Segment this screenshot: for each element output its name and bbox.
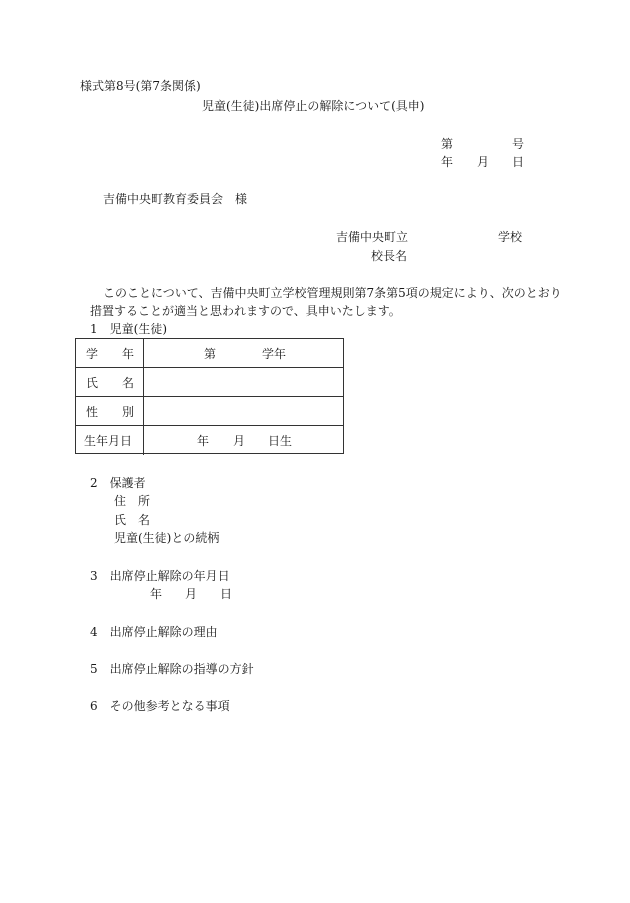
birthdate-label: 生年月日 [84,434,133,448]
doc-number-dai: 第 [441,137,454,151]
section-6-heading: 6 その他参考となる事項 [90,699,230,713]
release-day: 日 [220,587,233,601]
release-year: 年 [150,587,163,601]
guardian-relationship-label: 児童(生徒)との続柄 [114,531,220,545]
doc-number-go: 号 [512,137,525,151]
document-title: 児童(生徒)出席停止の解除について(具申) [202,99,425,113]
school-prefix: 吉備中央町立 [336,230,409,244]
grade-gakunen: 学年 [262,347,287,361]
section-5-heading: 5 出席停止解除の指導の方針 [90,662,254,676]
section-2-heading: 2 保護者 [90,476,146,490]
name-label: 氏 名 [86,376,135,390]
table-row-grade [76,339,343,368]
grade-dai: 第 [204,347,217,361]
grade-label: 学 年 [86,347,135,361]
birth-day: 日生 [268,434,293,448]
body-line-2: 措置することが適当と思われますので、具申いたします。 [90,304,401,318]
date-month: 月 [477,155,490,169]
gender-label: 性 別 [86,405,135,419]
date-year: 年 [441,155,454,169]
table-row-name [76,368,343,397]
release-month: 月 [185,587,198,601]
principal-name-label: 校長名 [371,249,408,263]
body-line-1: このことについて、吉備中央町立学校管理規則第7条第5項の規定により、次のとおり [103,286,562,300]
guardian-name-label: 氏 名 [114,513,151,527]
birth-month: 月 [233,434,246,448]
addressee: 吉備中央町教育委員会 様 [103,192,248,206]
school-suffix: 学校 [498,230,523,244]
student-table [75,338,344,454]
guardian-address-label: 住 所 [114,494,151,508]
section-1-heading: 1 児童(生徒) [90,322,167,336]
date-day: 日 [512,155,525,169]
section-3-heading: 3 出席停止解除の年月日 [90,569,230,583]
birth-year: 年 [197,434,210,448]
table-row-birthdate [76,426,343,455]
table-row-gender [76,397,343,426]
form-number: 様式第8号(第7条関係) [80,79,201,93]
section-4-heading: 4 出席停止解除の理由 [90,625,218,639]
